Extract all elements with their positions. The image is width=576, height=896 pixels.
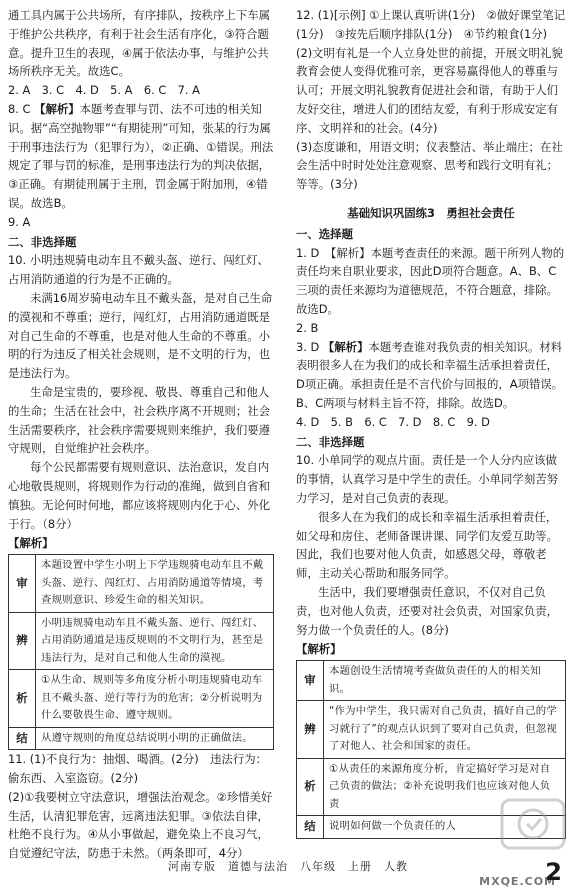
table-row [297, 701, 566, 759]
para-continued: 通工具内属于公共场所，有序排队，按秩序上下车属于维护公共秩序，有利于社会生活有序化，③符合题意。提升卫生的表现，④属于依法办事，与维护公共场所秩序无关。故选C。 [8, 8, 270, 79]
table-row [297, 661, 566, 701]
answer-9: 9. A [8, 214, 31, 229]
q10-right-para-2: 生活中，我们要增强责任意识，不仅对自己负责，也对他人负责，还要对社会负责，对国家负责，努力做一个负责任的人。(8分) [296, 584, 558, 637]
row-value: 说明如何做一个负责任的人 [324, 816, 566, 839]
page-footer: 河南专版 道德与法治 八年级 上册 人教 [168, 860, 408, 873]
answer-2: 2. B [296, 320, 319, 335]
exercise-title: 基础知识巩固练3 勇担社会责任 [347, 205, 515, 220]
row-value: ①从责任的来源角度分析，肯定搞好学习是对自己负责的做法；②补充说明我们也应该对他人负责 [324, 758, 566, 816]
row-value: 从遵守规则的角度总结说明小明的正确做法。 [36, 727, 274, 750]
q3-text: 本题考查谁对我负责的相关知识。材料表明很多人在为我们的成长和幸福生活承担着责任，D项正确。承担责任是不言代价与回报的，A项错误。B、C两项与材料主旨不符，排除。故选D。 [296, 339, 564, 410]
q10-stem-right: 10. 小单同学的观点片面。责任是一个人分内应该做的事情，认真学习是中学生的责任。小单同学刻苦努力学习，是对自己负责的表现。 [296, 453, 558, 505]
q10-para-2: 生命是宝贵的，要珍视、敬畏、尊重自己和他人的生命；生活在社会中，社会秩序离不开规则；社会生活需要秩序，社会秩序需要规则来维护，我们要遵守规则，自觉维护社会秩序。 [8, 384, 270, 456]
row-key: 辨 [9, 612, 36, 670]
q8-text: 本题考查罪与罚、法不可违的相关知识。据“高空抛物罪”“有期徒刑”可知，张某的行为属于刑事违法行为（犯罪行为），②正确、①错误。刑法规定了罪与罚的标准，是刑事违法行为的判决依据，③正确。有期徒刑属于主刑，罚金属于附加刑，④错误。故选B。 [8, 101, 274, 210]
q10-right-para-1: 很多人在为我们的成长和幸福生活承担着责任，如父母和房住、老师备课讲课、同学们友爱互助等。因此，我们也要对他人负责，如感恩父母，尊敬老师，主动关心帮助和服务同学。 [296, 509, 558, 581]
answer-1: 1. D 【解析】本题考查责任的来源。题干所列人物的责任均来自职业要求，因此D项符合题意。A、B、C三项的责任来源均为道德规范，不符合题意，排除。故选D。 [296, 245, 565, 316]
analysis-label: 【解析】 [8, 536, 54, 551]
q3-tag: 【解析】 [322, 339, 369, 354]
page-number: 2 [545, 858, 562, 887]
row-value: 小明违规骑电动车且不戴头盔、逆行、闯红灯、占用消防通道是违反规则的不文明行为，甚至是违法行为，是对自己和他人生命的漠视。 [36, 612, 274, 670]
q8-tag: 【解析】 [34, 101, 80, 116]
q11-part-2: (2)①我要树立守法意识，增强法治观念。②珍惜美好生活，认清犯罪危害，远离违法犯罪。③依法自律，杜绝不良行为。④从小事做起，避免染上不良习气，自觉遵纪守法，防患于未然。（两条即可，4分） [8, 789, 273, 861]
right-column [296, 6, 566, 839]
q10-para-1: 未满16周岁骑电动车且不戴头盔，是对自己生命的漠视和不尊重；逆行，闯红灯，占用消防通道既是对自己生命的不尊重，也是对他人生命的不尊重。小明的行为违反了相关社会规则，是不文明的行为，也是违法行为。 [8, 290, 273, 381]
row-key: 析 [9, 670, 36, 728]
row-key: 审 [9, 555, 36, 613]
row-value: ①从生命、规则等多角度分析小明违规骑电动车且不戴头盔、逆行等行为的危害；②分析说明为什么要敬畏生命、遵守规则。 [36, 670, 274, 728]
q10-para-3: 每个公民都需要有规则意识、法治意识，发自内心地敬畏规则，将规则作为行动的准绳，做到自省和慎独。无论何时何地，都应该将规则内化于心、外化于行。（8分） [8, 460, 270, 531]
answer-8 [8, 100, 274, 213]
section-heading-nonchoice-right: 二、非选择题 [296, 434, 365, 449]
table-row [9, 612, 274, 670]
section-heading-choice: 一、选择题 [296, 226, 353, 241]
answer-3 [296, 338, 566, 413]
row-value: 本题设置中学生小明上下学违规骑电动车且不戴头盔、逆行、闯红灯、占用消防通道等情境，考查规则意识、珍爱生命的相关知识。 [36, 555, 274, 613]
q3-num: 3. D [296, 339, 320, 354]
row-key: 结 [297, 816, 324, 839]
table-row [9, 670, 274, 728]
section-heading-nonchoice: 二、非选择题 [8, 234, 77, 249]
watermark-brand: MXQE.COM [479, 875, 556, 889]
analysis-label-right: 【解析】 [296, 642, 342, 657]
q8-num: 8. C [8, 101, 31, 116]
row-value: “作为中学生，我只需对自己负责，搞好自己的学习就行了”的观点认识到了要对自己负责，但忽视了对他人、社会和国家的责任。 [324, 701, 566, 759]
answers-2-7: 2. A 3. C 4. D 5. A 6. C 7. A [8, 83, 200, 98]
q12-part-1: 12. (1)[示例] ①上课认真听讲(1分) ②做好课堂笔记(1分) ③按先后顺序排队(1分) ④节约粮食(1分) [296, 8, 566, 41]
row-key: 析 [297, 758, 324, 816]
table-row [9, 727, 274, 750]
row-value: 本题创设生活情境考查做负责任的人的相关知识。 [324, 661, 566, 701]
row-key: 审 [297, 661, 324, 701]
left-column [8, 6, 274, 863]
analysis-table-left [8, 554, 274, 750]
q12-part-2: (2)文明有礼是一个人立身处世的前提，开展文明礼貌教育会使人变得优雅可亲，更容易赢得他人的尊重与认可；开展文明礼貌教育促进社会和谐，有助于人们友好交往，增进人们的团结友爱，有利于形成安定有序、文明祥和的社会。(4分) [296, 45, 563, 135]
q11-part-1: 11. (1)不良行为：抽烟、喝酒。(2分) 违法行为：偷东西、入室盗窃。(2分) [8, 752, 268, 785]
watermark-logo-icon [498, 796, 568, 852]
table-row [9, 555, 274, 613]
row-key: 结 [9, 727, 36, 750]
row-key: 辨 [297, 701, 324, 759]
answers-4-9: 4. D 5. B 6. C 7. D 8. C 9. D [296, 414, 490, 429]
q10-stem: 10. 小明违规骑电动车且不戴头盔、逆行、闯红灯、占用消防通道的行为是不正确的。 [8, 253, 269, 287]
q12-part-3: (3)态度谦和，用语文明；仪表整洁、举止端庄；在社会生活中时时处处注意观察、思考和践行文明有礼；等等。(3分) [296, 139, 563, 192]
